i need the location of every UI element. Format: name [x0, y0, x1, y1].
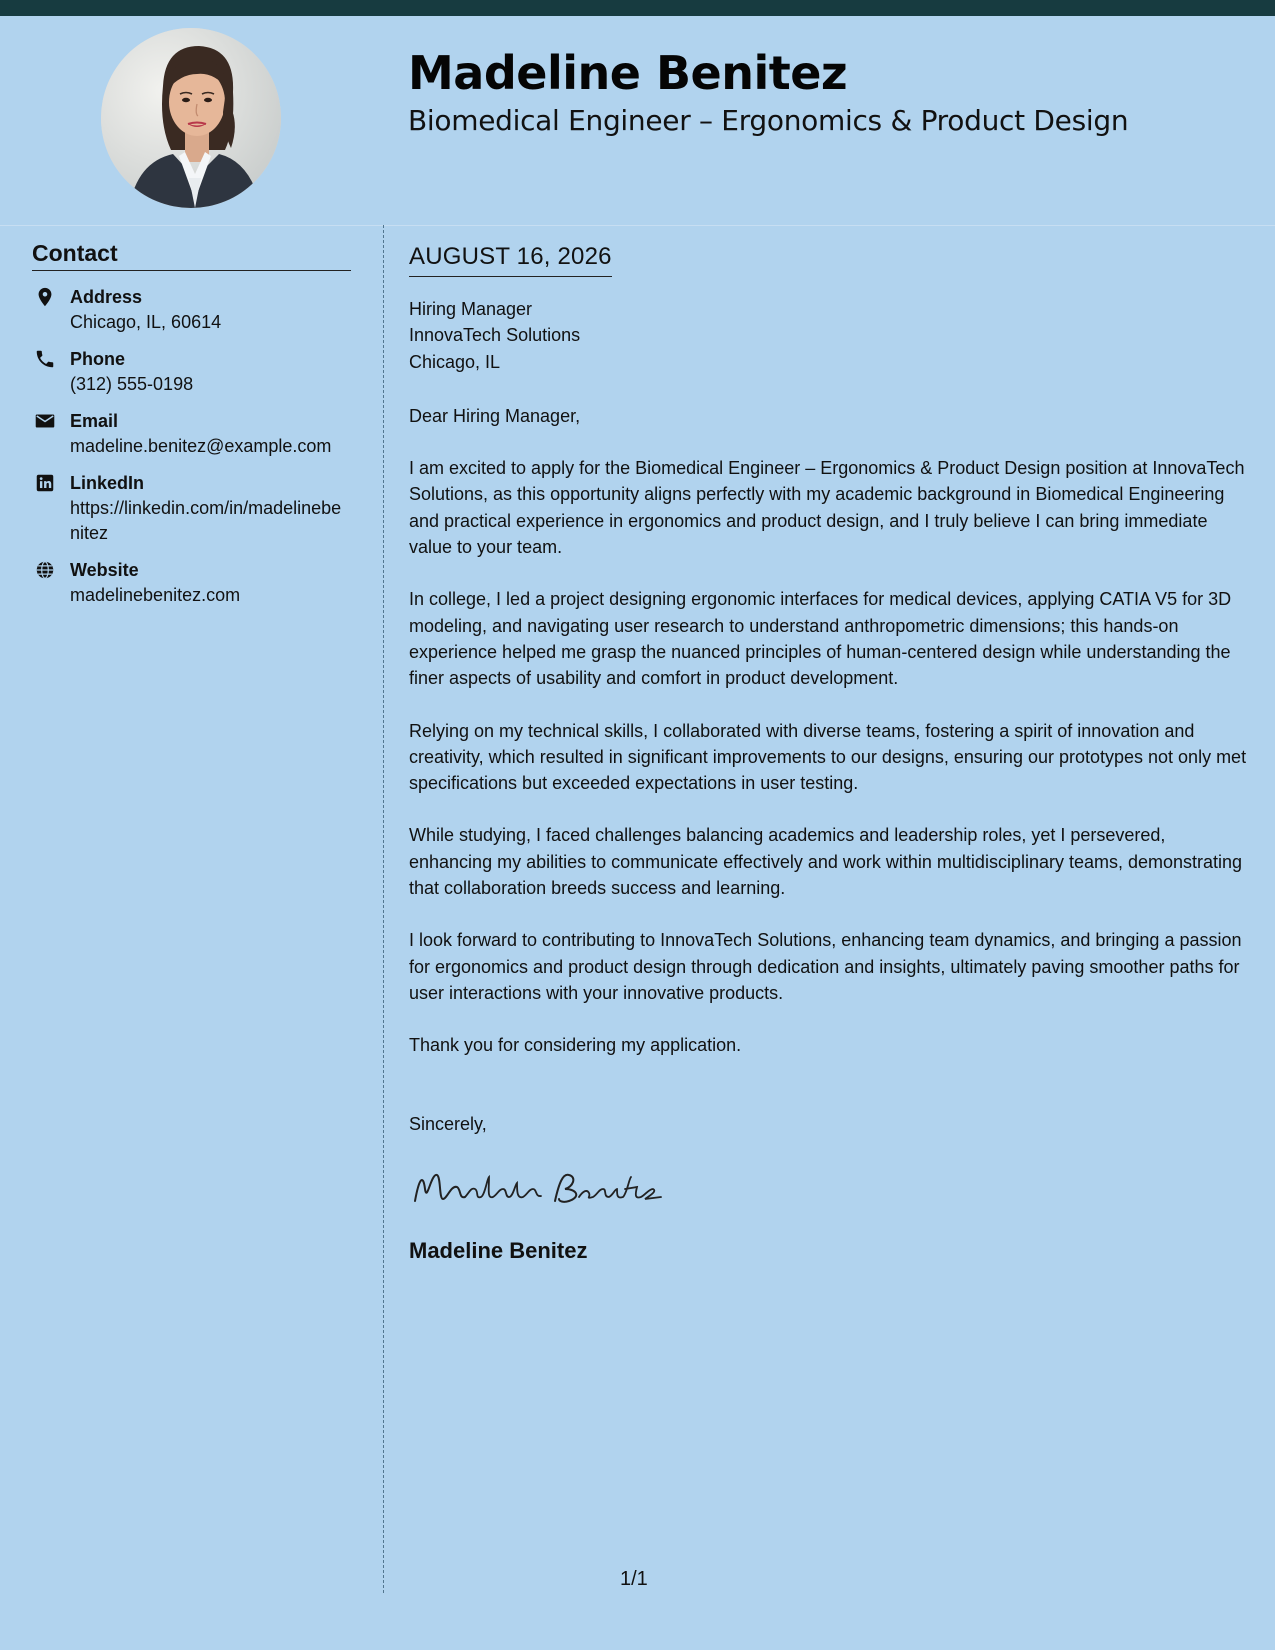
- contact-label-linkedin: LinkedIn: [70, 473, 145, 493]
- closing: Sincerely,: [409, 1113, 487, 1134]
- handwritten-signature: [409, 1159, 669, 1219]
- recipient-block: [409, 296, 1249, 375]
- letter-paragraph: Relying on my technical skills, I collaborated with diverse teams, fostering a spirit of innovation and creativity, which resulted in significant improvements to our designs, ensuring our prototypes not only met specifications but exceeded expectations in user testing.: [409, 720, 1247, 794]
- salutation: Dear Hiring Manager,: [409, 405, 581, 426]
- contact-item-email: [32, 409, 351, 459]
- globe-icon: [34, 559, 56, 581]
- recipient-line: Chicago, IL: [409, 351, 501, 372]
- linkedin-icon: [34, 472, 56, 494]
- letter-paragraph: While studying, I faced challenges balancing academics and leadership roles, yet I persevered, enhancing my abilities to communicate effectively and work within multidisciplinary teams, demonstrating that collaboration breeds success and learning.: [409, 825, 1243, 899]
- letter-date: AUGUST 16, 2026: [409, 240, 612, 277]
- letter-paragraph: Thank you for considering my application.: [409, 1035, 742, 1056]
- candidate-title: Biomedical Engineer – Ergonomics & Product Design: [408, 104, 1129, 137]
- contact-label-website: Website: [70, 560, 139, 580]
- contact-item-address: [32, 285, 351, 335]
- contact-item-phone: [32, 347, 351, 397]
- contact-value-email[interactable]: madeline.benitez@example.com: [70, 436, 332, 456]
- letter-paragraph: I look forward to contributing to InnovaTech Solutions, enhancing team dynamics, and bringing a passion for ergonomics and product design through dedication and insights, ultimately paving smoother paths for user interactions with your innovative products.: [409, 930, 1242, 1003]
- profile-photo: [101, 28, 281, 208]
- phone-icon: [34, 348, 56, 370]
- top-accent-bar: [0, 0, 1275, 16]
- location-pin-icon: [34, 286, 56, 308]
- header: [0, 16, 1275, 226]
- envelope-icon: [34, 410, 56, 432]
- recipient-line: Hiring Manager: [409, 299, 533, 319]
- contact-heading: Contact: [32, 240, 351, 271]
- contact-label-phone: Phone: [70, 349, 126, 369]
- avatar: [101, 28, 281, 208]
- contact-label-address: Address: [70, 287, 143, 307]
- letter-paragraph: In college, I led a project designing ergonomic interfaces for medical devices, applying CATIA V5 for 3D modeling, and navigating user research to understand anthropometric dimensions; this hands-on experience helped me grasp the nuanced principles of human-centered design while understanding the finer aspects of usability and comfort in product development.: [409, 589, 1232, 689]
- contact-label-email: Email: [70, 411, 119, 431]
- typed-name: Madeline Benitez: [409, 1238, 588, 1264]
- contact-value-phone[interactable]: (312) 555-0198: [70, 374, 194, 394]
- column-divider: [383, 225, 384, 1593]
- letter-paragraph: I am excited to apply for the Biomedical Engineer – Ergonomics & Product Design position at InnovaTech Solutions, as this opportunity aligns perfectly with my academic background in Biomedical Engineering and practical experience in ergonomics and product design, and I truly believe I can bring immediate value to your team.: [409, 458, 1245, 558]
- contact-item-website: [32, 558, 351, 608]
- contact-value-linkedin[interactable]: https://linkedin.com/in/madelinebenitez: [70, 498, 342, 543]
- contact-value-website[interactable]: madelinebenitez.com: [70, 585, 241, 605]
- page-number: 1/1: [620, 1568, 648, 1590]
- recipient-line: InnovaTech Solutions: [409, 325, 581, 346]
- contact-sidebar: [32, 240, 351, 620]
- candidate-name: Madeline Benitez: [408, 46, 848, 100]
- contact-value-address: Chicago, IL, 60614: [70, 312, 222, 332]
- letter-body: [409, 240, 1249, 1266]
- contact-item-linkedin: [32, 471, 351, 546]
